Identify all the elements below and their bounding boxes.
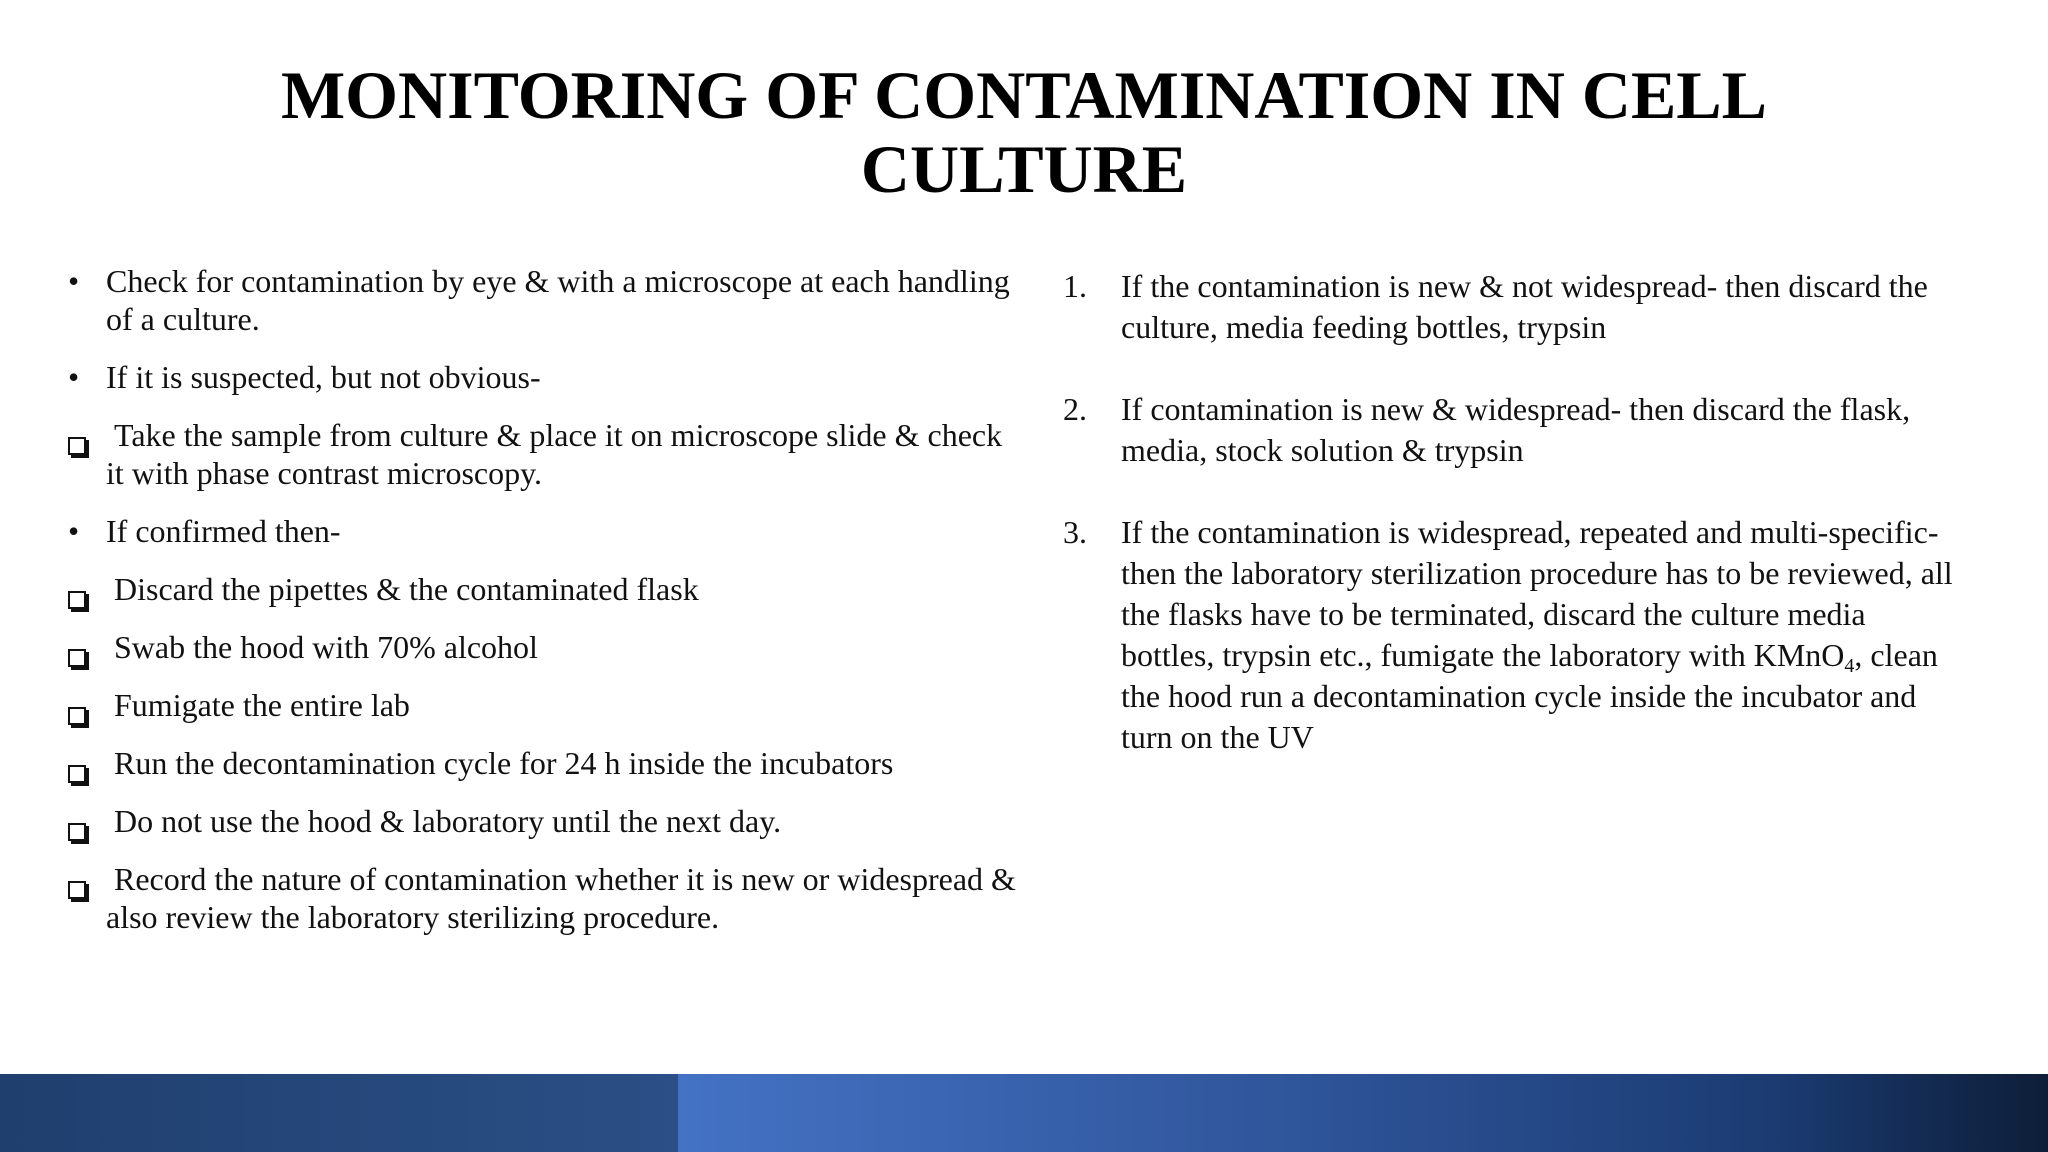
list-item-text: Record the nature of contamination whether it is new or widespread & also review the laboratory sterilizing procedure.: [106, 861, 1016, 935]
item-number: 1.: [1063, 268, 1087, 304]
list-item: [66, 416, 1016, 492]
list-item-text: Run the decontamination cycle for 24 h inside the incubators: [114, 745, 894, 781]
list-item-text: Fumigate the entire lab: [114, 687, 410, 723]
numbered-item: [1060, 512, 1960, 758]
checkbox-icon: [68, 823, 86, 841]
checkbox-icon: [68, 649, 86, 667]
list-item: [66, 860, 1016, 936]
bullet-marker: •: [68, 359, 80, 395]
footer-band-left: [0, 1074, 678, 1152]
list-item-text: If confirmed then-: [106, 513, 341, 549]
list-item-text: Discard the pipettes & the contaminated flask: [114, 571, 699, 607]
list-item: [66, 358, 1016, 396]
slide-title: [0, 58, 2048, 206]
list-item: [66, 512, 1016, 550]
list-item: [66, 628, 1016, 666]
list-item-text: If it is suspected, but not obvious-: [106, 359, 541, 395]
footer-band-right: [678, 1074, 2048, 1152]
checkbox-icon: [68, 881, 86, 899]
list-item: [66, 744, 1016, 782]
list-item: [66, 570, 1016, 608]
right-column-numbered-list: [1060, 266, 1960, 799]
bullet-marker: •: [68, 513, 80, 549]
checkbox-icon: [68, 765, 86, 783]
numbered-item: [1060, 266, 1960, 348]
subscript: 4: [1844, 655, 1855, 677]
list-item-text: Take the sample from culture & place it on microscope slide & check it with phase contrast microscopy.: [106, 417, 1003, 491]
left-column-list: [66, 262, 1016, 956]
numbered-item: [1060, 389, 1960, 471]
numbered-item-text: If the contamination is widespread, repeated and multi-specific- then the laboratory sterilization procedure has to be reviewed, all the flasks have to be terminated, discard the culture media bottles, trypsin etc., fumigate the laboratory with KMnO$_4$, clean the hood run a decontamination cycle inside the incubator and turn on the UV: [1121, 514, 1953, 755]
list-item: [66, 802, 1016, 840]
item-number: 3.: [1063, 514, 1087, 550]
checkbox-icon: [68, 707, 86, 725]
numbered-item-text: If contamination is new & widespread- then discard the flask, media, stock solution & trypsin: [1121, 391, 1911, 468]
numbered-item-text: If the contamination is new & not widespread- then discard the culture, media feeding bottles, trypsin: [1121, 268, 1928, 345]
list-item: [66, 262, 1016, 338]
list-item-text: Swab the hood with 70% alcohol: [114, 629, 538, 665]
bullet-marker: •: [68, 263, 80, 299]
checkbox-icon: [68, 437, 86, 455]
title-line-1: MONITORING OF CONTAMINATION IN CELL: [280, 57, 1768, 133]
item-number: 2.: [1063, 391, 1087, 427]
list-item: [66, 686, 1016, 724]
list-item-text: Do not use the hood & laboratory until the next day.: [114, 803, 782, 839]
list-item-text: Check for contamination by eye & with a microscope at each handling of a culture.: [106, 263, 1010, 337]
footer-band: [0, 1074, 2048, 1152]
checkbox-icon: [68, 591, 86, 609]
title-line-2: CULTURE: [860, 131, 1188, 207]
